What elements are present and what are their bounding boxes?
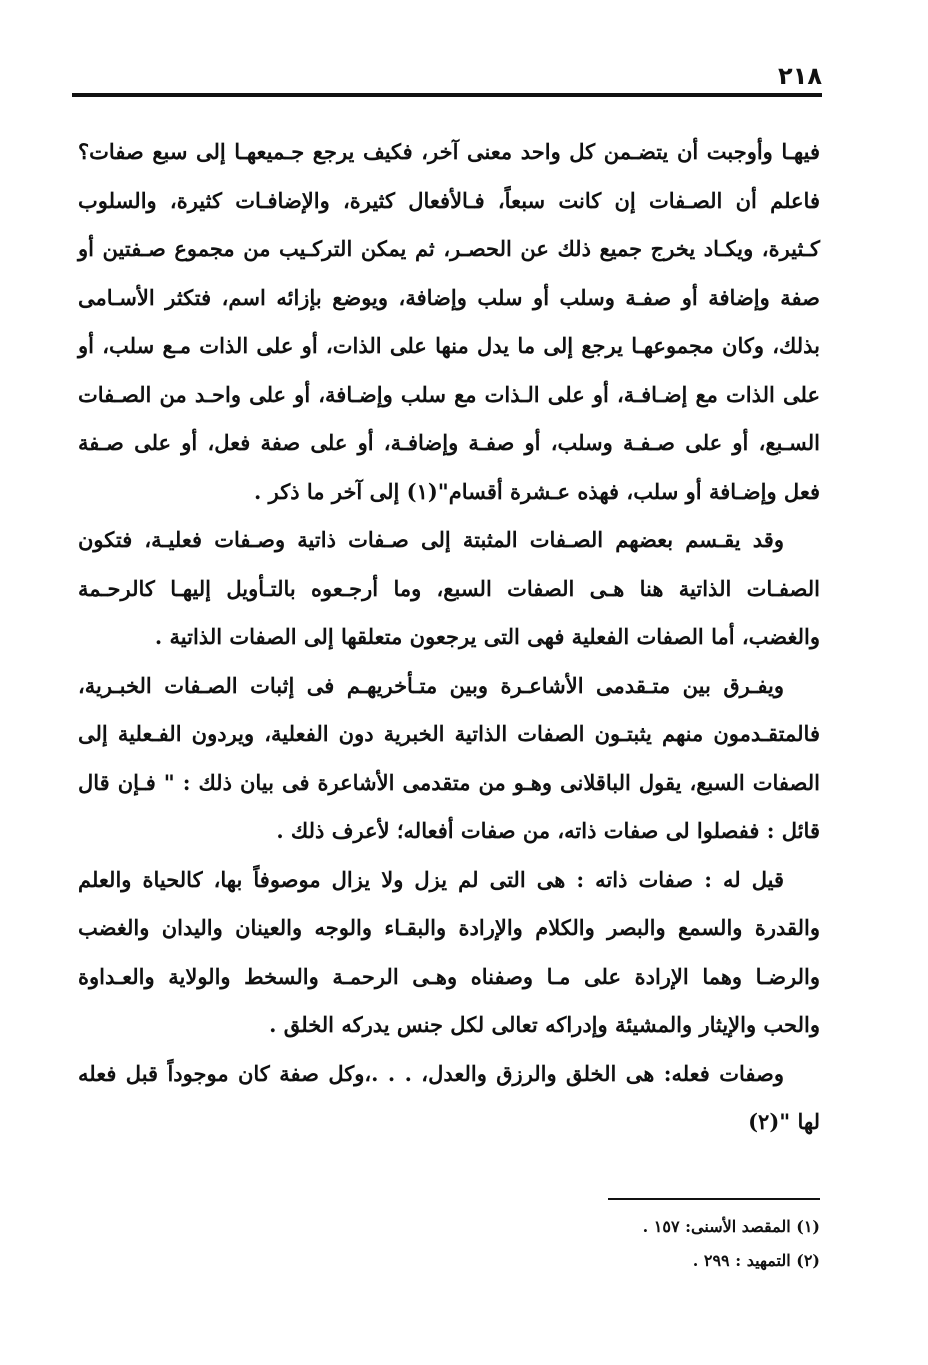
- footnote-2: (٢) التمهيد : ٢٩٩ .: [692, 1251, 820, 1270]
- footnotes: [320, 1210, 820, 1278]
- body-text: [78, 128, 820, 1147]
- header-rule: [72, 93, 822, 97]
- footnote-1: (١) المقصد الأسنى: ١٥٧ .: [642, 1217, 820, 1236]
- paragraph: قيل له : صفات ذاته : هى التى لم يزل ولا يزال موصوفاً بها، كالحياة والعلم والقدرة والسمع والبصر والكلام والإرادة والبقـاء والوجه والعينان واليدان والغضب والرضـا وهما الإرادة على مـا وصفناه وهـى الرحمـة والسخط والولاية والعـداوة والحب والإيثار والمشيئة وإدراكه تعالى لكل جنس يدركه الخلق .: [78, 866, 820, 1037]
- footnote-separator: [608, 1198, 820, 1200]
- paragraph: وقد يقـسم بعضهم الصـفات المثبتة إلى صـفات ذاتية وصـفات فعليـة، فتكون الصفـات الذاتية هنا هـى الصفات السبع، وما أرجـعوه بالتـأويل إليهـا كالرحـمة والغضب، أما الصفات الفعلية فهى التى يرجعون متعلقها إلى الصفات الذاتية .: [78, 527, 820, 649]
- paragraph: وصفات فعله: هى الخلق والرزق والعدل، . . .،وكل صفة كان موجوداً قبل فعله لها "(٢): [78, 1060, 820, 1134]
- page-number: ٢١٨: [778, 62, 822, 90]
- paragraph: ويفـرق بين متـقدمى الأشاعـرة وبين متـأخريهـم فى إثبات الصـفات الخبـرية، فالمتقـدمون منهم يثبتـون الصفات الذاتية الخبرية دون الفعلية، ويردون الفـعلية إلى الصفات السبع، يقول الباقلانى وهـو من متقدمى الأشاعرة فى بيان ذلك : " فـإن قال قائل : ففصلوا لى صفات ذاته، من صفات أفعاله؛ لأعرف ذلك .: [78, 672, 820, 843]
- paragraph-continuation: فيهـا وأوجبت أن يتضـمن كل واحد معنى آخر، فكيف يرجع جـميعهـا إلى سبع صفات؟ فاعلم أن الصـفات إن كانت سبعاً، فـالأفعال كثيرة، والإضافـات كثيرة، والسلوب كـثيرة، ويكـاد يخرج جميع ذلك عن الحصـر، ثم يمكن التركـيب من مجموع صـفتين أو صفة وإضافة أو صفـة وسلب أو سلب وإضافة، ويوضع بإزائه اسم، فتكثر الأسـامى بذلك، وكان مجموعهـا يرجع إلى ما يدل منها على الذات، أو على الذات مـع سلب، أو على الذات مع إضـافـة، أو على الـذات مع سلب وإضـافة، أو على واحـد من الصـفات السـبع، أو على صـفـة وسلب، أو صفـة وإضافـة، أو على صفة فعل، أو على صـفة فعل وإضـافة أو سلب، فهذه عـشرة أقسام"(١) إلى آخر ما ذكر .: [78, 139, 820, 504]
